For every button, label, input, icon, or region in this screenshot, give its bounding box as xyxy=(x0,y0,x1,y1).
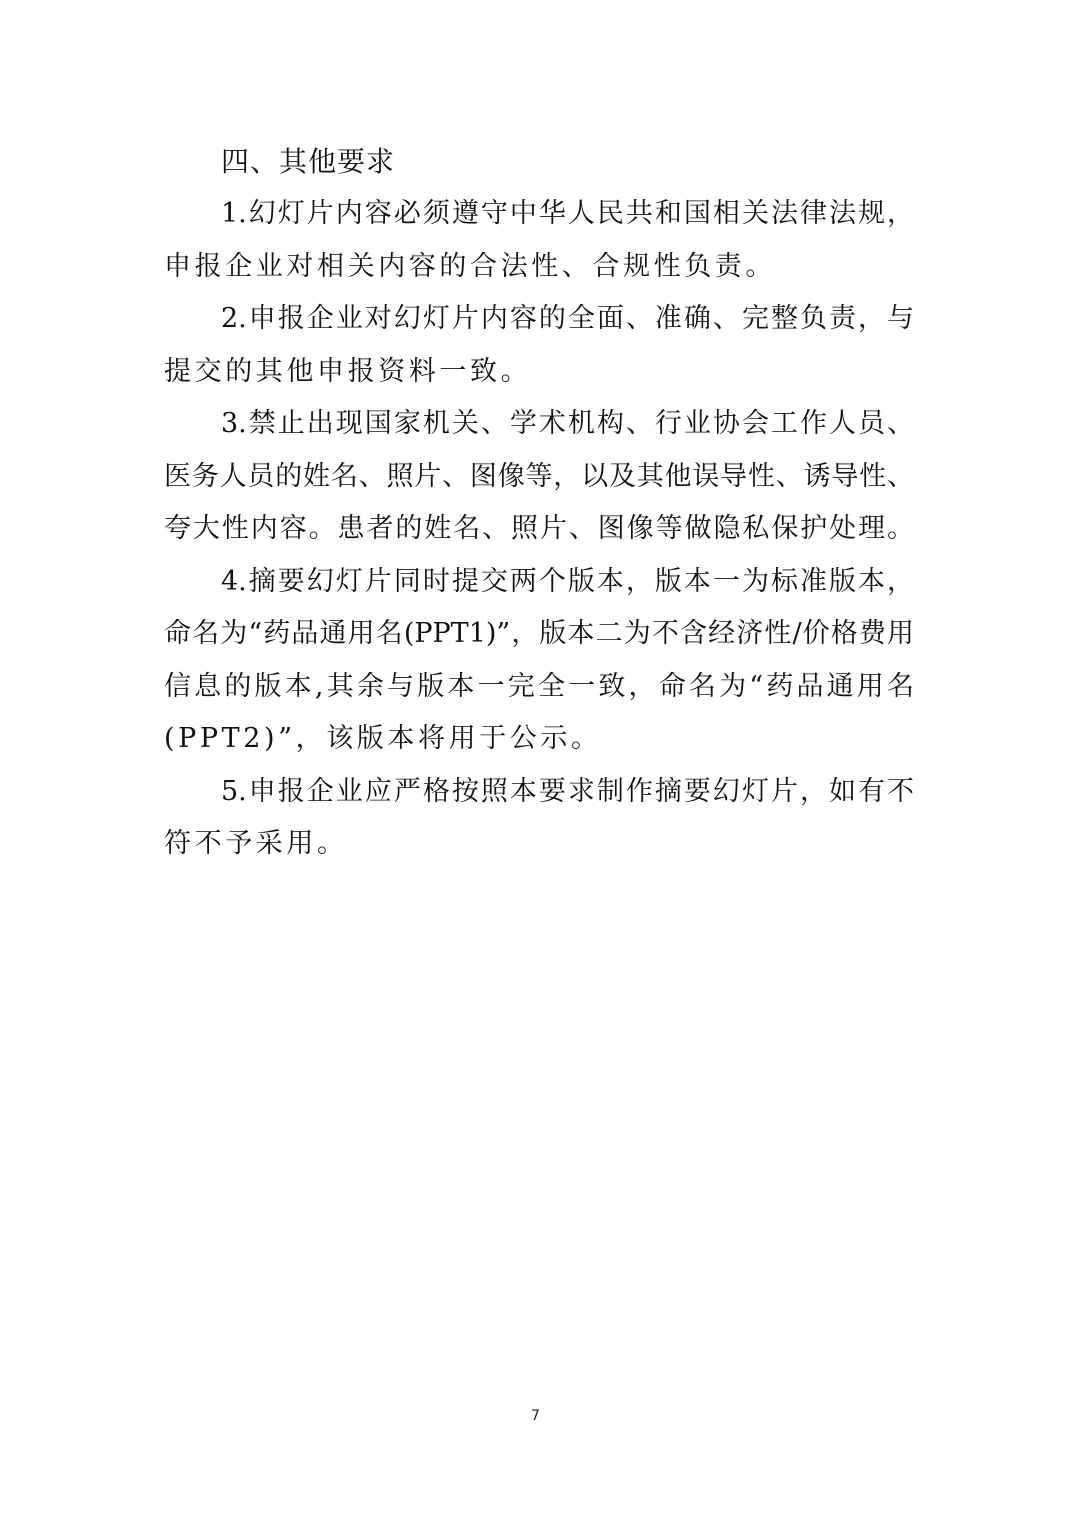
section-heading: 四、其他要求 xyxy=(221,145,396,178)
requirement-line: 医务人员的姓名、照片、图像等，以及其他误导性、诱导性、 xyxy=(164,460,914,492)
requirement-line: 2.申报企业对幻灯片内容的全面、准确、完整负责，与 xyxy=(221,303,914,334)
requirement-line: 3.禁止出现国家机关、学术机构、行业协会工作人员、 xyxy=(221,408,914,439)
requirement-line: 4.摘要幻灯片同时提交两个版本，版本一为标准版本， xyxy=(221,565,914,597)
requirement-item-2 xyxy=(164,293,914,398)
page-number: 7 xyxy=(531,1408,540,1424)
requirement-line: 符不予采用。 xyxy=(164,828,348,859)
requirement-item-1 xyxy=(164,188,914,293)
requirement-line: 申报企业对相关内容的合法性、合规性负责。 xyxy=(164,250,776,282)
requirements-list xyxy=(164,188,914,871)
requirement-line: 命名为“药品通用名(PPT1)”，版本二为不含经济性/价格费用 xyxy=(164,618,914,649)
requirement-line: 1.幻灯片内容必须遵守中华人民共和国相关法律法规， xyxy=(221,198,914,229)
requirement-item-3 xyxy=(164,398,914,556)
requirement-line: 提交的其他申报资料一致。 xyxy=(164,355,532,387)
requirement-item-4 xyxy=(164,556,914,766)
requirement-line: 夸大性内容。患者的姓名、照片、图像等做隐私保护处理。 xyxy=(164,513,914,544)
requirement-line: 5.申报企业应严格按照本要求制作摘要幻灯片，如有不 xyxy=(221,775,914,807)
requirement-line: 信息的版本,其余与版本一完全一致，命名为“药品通用名 xyxy=(164,670,914,702)
requirement-line: (PPT2)”，该版本将用于公示。 xyxy=(164,723,602,754)
requirement-item-5 xyxy=(164,766,914,871)
